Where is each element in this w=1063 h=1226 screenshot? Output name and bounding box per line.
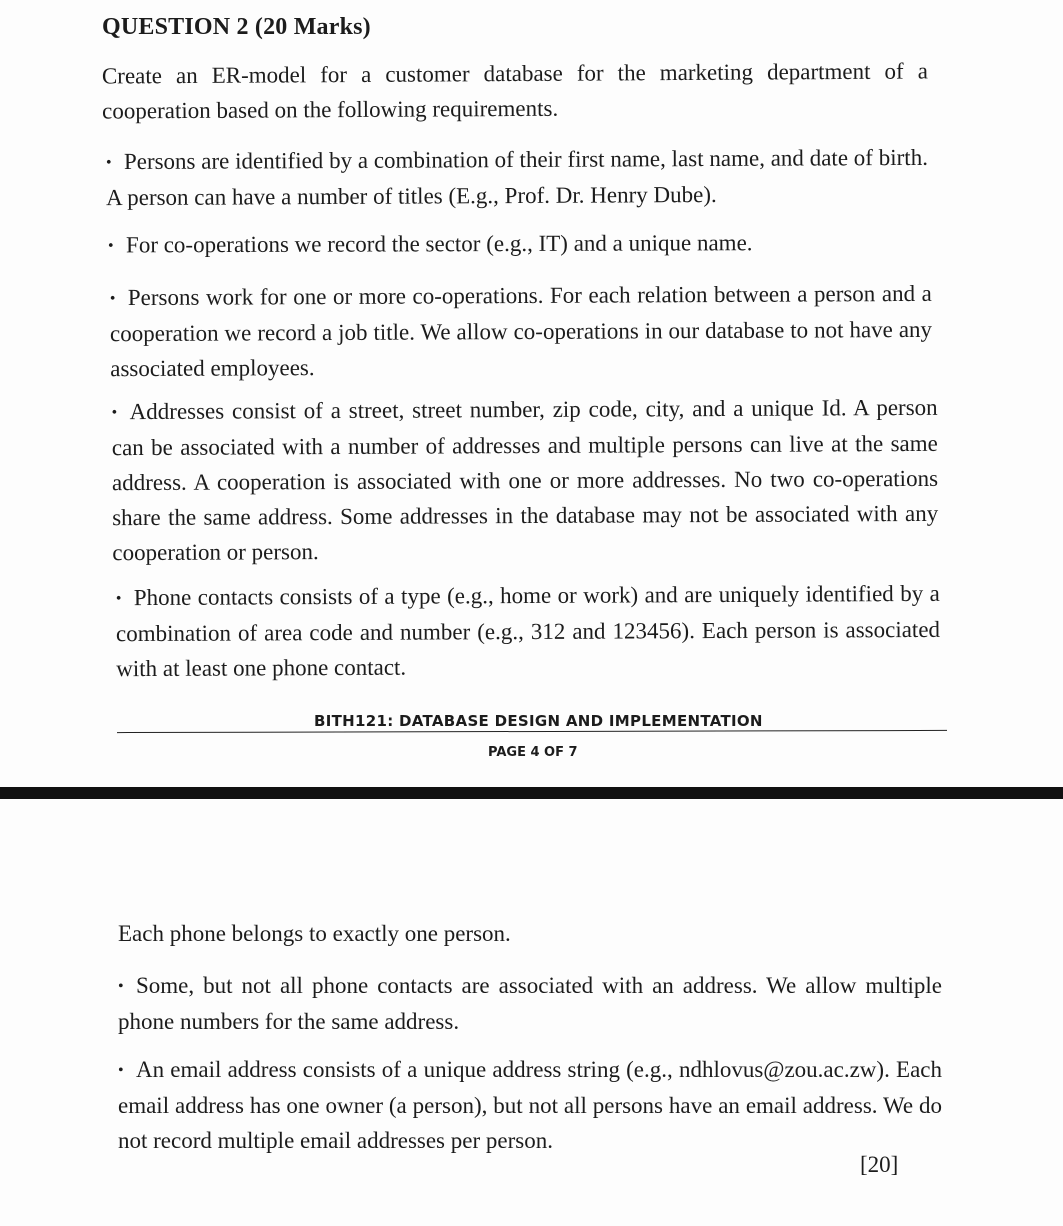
requirement-addresses: • Addresses consist of a street, street number, zip code, city, and a unique Id. A person can be associated with a number of addresses and multiple persons can live at the same address. A cooperation is associated with one or more addresses. No two co-operations share the same address. Some addresses in the database may not be associated with any cooperation or person. (111, 394, 939, 566)
requirement-employment: • Persons work for one or more co-operations. For each relation between a person and a cooperation we record a job title. We allow co-operations in our database to not have any associated employees. (109, 280, 933, 382)
page-separator (0, 787, 1063, 799)
question-intro: Create an ER-model for a customer database for the marketing department of a cooperation based on the following requirements. (101, 58, 928, 124)
question-marks: [20] (860, 1152, 899, 1177)
bullet-icon: • (118, 1062, 124, 1079)
requirement-email: • An email address consists of a unique address string (e.g., ndhlovus@zou.ac.zw). Each email address has one owner (a person), but not all persons have an email address. We do not record multiple email addresses per person. (118, 1052, 942, 1158)
bullet-icon: • (115, 590, 122, 608)
requirement-persons: • Persons are identified by a combination of their first name, last name, and date of birth. A person can have a number of titles (E.g., Prof. Dr. Henry Dube). (105, 144, 928, 211)
requirement-cooperations: • For co-operations we record the sector (e.g., IT) and a unique name. (108, 225, 928, 264)
question-heading: QUESTION 2 (20 Marks) (102, 14, 371, 40)
bullet-icon: • (118, 978, 124, 995)
bullet-icon: • (109, 290, 116, 308)
bullet-icon: • (105, 154, 112, 172)
requirement-phone-address: • Some, but not all phone contacts are associated with an address. We allow multiple phone numbers for the same address. (118, 968, 942, 1039)
bullet-icon: • (107, 237, 114, 255)
footer-page-number: PAGE 4 OF 7 (488, 745, 578, 760)
bullet-icon: • (111, 404, 118, 422)
requirement-phones: • Phone contacts consists of a type (e.g., home or work) and are uniquely identified by a combination of area code and number (e.g., 312 and 123456). Each person is associated with at least one phone contact. (115, 580, 941, 682)
phone-continuation: Each phone belongs to exactly one person. (118, 921, 511, 946)
footer-course-title: BITH121: DATABASE DESIGN AND IMPLEMENTATION (314, 712, 763, 730)
